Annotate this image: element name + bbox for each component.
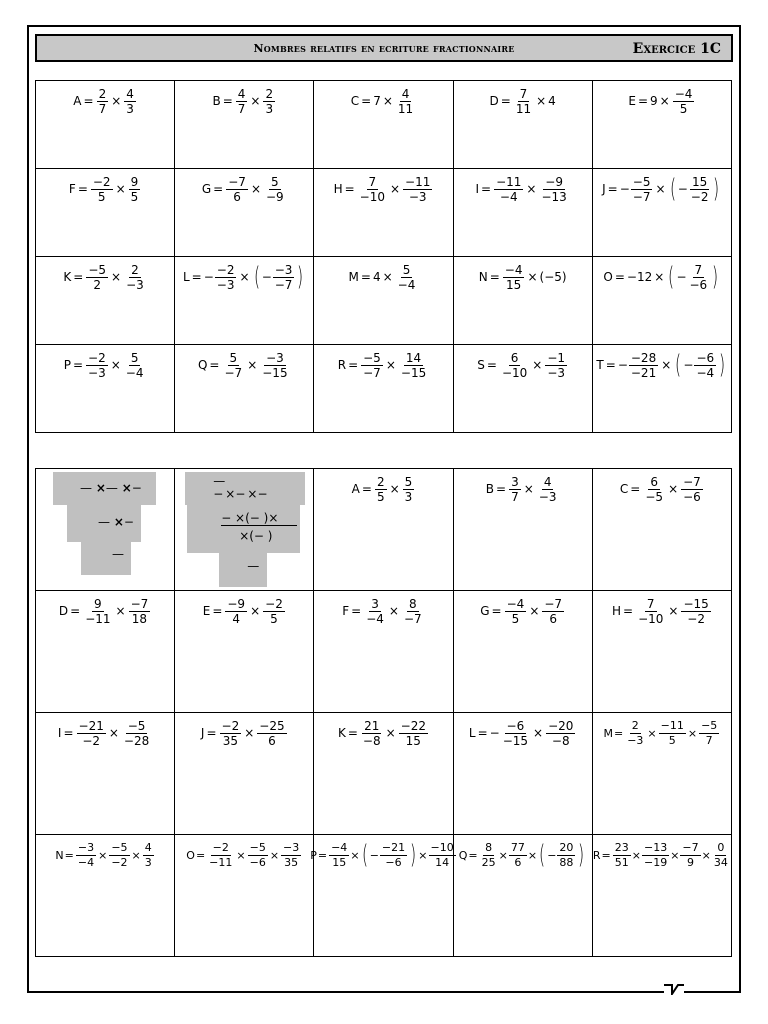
exercise-cell-I: I = $\frac{-21}{-2}$ × $\frac{-5}{-28}$: [36, 713, 175, 835]
exercise-cell-O: O = −12 × ( − $\frac{7}{-6}$ ): [592, 257, 731, 345]
exercise-cell-L: L = − $\frac{-2}{-3}$ × ( − $\frac{-3}{-7}$ ): [175, 257, 314, 345]
exercise-cell-K: K = $\frac{21}{-8}$ × $\frac{-22}{15}$: [314, 713, 453, 835]
exercise-cell-P: P = $\frac{-2}{-3}$ × $\frac{5}{-4}$: [36, 345, 175, 433]
exercise-cell-C: C = $\frac{6}{-5}$ × $\frac{-7}{-6}$: [592, 469, 731, 591]
exercise-cell-A: A = $\frac{2}{7}$ × $\frac{4}{3}$: [36, 81, 175, 169]
exercise-cell-G: G = $\frac{-4}{5}$ × $\frac{-7}{6}$: [453, 591, 592, 713]
exercise-cell-E: E = $\frac{-9}{4}$ × $\frac{-2}{5}$: [175, 591, 314, 713]
exercise-cell-I: I = $\frac{-11}{-4}$ × $\frac{-9}{-13}$: [453, 169, 592, 257]
example-fraction-bar: [221, 525, 297, 526]
example-cell-1: [36, 469, 175, 591]
exercise-cell-A: A = $\frac{2}{5}$ × $\frac{5}{3}$: [314, 469, 453, 591]
exercise-cell-R: R = $\frac{23}{51}$ × $\frac{-13}{-19}$ × $\frac{-7}{9}$ × $\frac{0}{34}$: [592, 835, 731, 957]
exercise-cell-G: G = $\frac{-7}{6}$ × $\frac{5}{-9}$: [175, 169, 314, 257]
exercise-cell-T: T = − $\frac{-28}{-21}$ × ( − $\frac{-6}{-4}$ ): [592, 345, 731, 433]
worksheet-title: Nombres relatifs en ecriture fractionnaire: [253, 42, 515, 55]
example-line-3: ×(− ): [239, 529, 273, 543]
exercise-cell-C: C = 7 × $\frac{4}{11}$: [314, 81, 453, 169]
example-line-4: —: [247, 559, 260, 573]
exercise-cell-L: L = − $\frac{-6}{-15}$ × $\frac{-20}{-8}$: [453, 713, 592, 835]
exercise-cell-S: S = $\frac{6}{-10}$ × $\frac{-1}{-3}$: [453, 345, 592, 433]
exercise-cell-N: N = $\frac{-4}{15}$ × (−5): [453, 257, 592, 345]
exercise-number: Exercice 1C: [632, 41, 721, 57]
exercise-cell-N: N = $\frac{-3}{-4}$ × $\frac{-5}{-2}$ × $\frac{4}{3}$: [36, 835, 175, 957]
exercise-cell-M: M = $\frac{2}{-3}$ × $\frac{-11}{5}$ × $\frac{-5}{7}$: [592, 713, 731, 835]
example-line-2: — ×−: [98, 515, 134, 529]
exercise-cell-E: E = 9 × $\frac{-4}{5}$: [592, 81, 731, 169]
exercise-cell-Q: Q = $\frac{8}{25}$ × $\frac{77}{6}$ × ( − $\frac{20}{88}$ ): [453, 835, 592, 957]
header-bar: [35, 34, 733, 62]
exercise-cell-H: H = $\frac{7}{-10}$ × $\frac{-11}{-3}$: [314, 169, 453, 257]
example-line-2: − ×(− )×: [221, 511, 279, 525]
exercise-cell-O: O = $\frac{-2}{-11}$ × $\frac{-5}{-6}$ × $\frac{-3}{35}$: [175, 835, 314, 957]
exercise-cell-Q: Q = $\frac{5}{-7}$ × $\frac{-3}{-15}$: [175, 345, 314, 433]
exercise-cell-D: D = $\frac{9}{-11}$ × $\frac{-7}{18}$: [36, 591, 175, 713]
exercise-cell-K: K = $\frac{-5}{2}$ × $\frac{2}{-3}$: [36, 257, 175, 345]
exercise-cell-J: J = − $\frac{-5}{-7}$ × ( − $\frac{15}{-2}$ ): [592, 169, 731, 257]
example-cell-2: [175, 469, 314, 591]
example-line-1: — ×— ×−: [80, 481, 142, 495]
exercise-cell-D: D = $\frac{7}{11}$ × 4: [453, 81, 592, 169]
example-line-3: —: [112, 547, 124, 561]
example-line-1: — − ×− ×−: [213, 474, 268, 501]
exercise-cell-P: P = $\frac{-4}{15}$ × ( − $\frac{-21}{-6}$ ) × $\frac{-10}{14}$: [314, 835, 453, 957]
exercise-cell-J: J = $\frac{-2}{35}$ × $\frac{-25}{6}$: [175, 713, 314, 835]
grey-block: [219, 553, 267, 587]
exercise-cell-F: F = $\frac{-2}{5}$ × $\frac{9}{5}$: [36, 169, 175, 257]
exercise-cell-R: R = $\frac{-5}{-7}$ × $\frac{14}{-15}$: [314, 345, 453, 433]
exercise-cell-B: B = $\frac{3}{7}$ × $\frac{4}{-3}$: [453, 469, 592, 591]
exercise-table-2: [35, 468, 732, 957]
exercise-cell-F: F = $\frac{3}{-4}$ × $\frac{8}{-7}$: [314, 591, 453, 713]
exercise-cell-B: B = $\frac{4}{7}$ × $\frac{2}{3}$: [175, 81, 314, 169]
exercise-cell-M: M = 4 × $\frac{5}{-4}$: [314, 257, 453, 345]
exercise-cell-H: H = $\frac{7}{-10}$ × $\frac{-15}{-2}$: [592, 591, 731, 713]
exercise-table-1: [35, 80, 732, 433]
page-fold-mark: [664, 983, 684, 995]
